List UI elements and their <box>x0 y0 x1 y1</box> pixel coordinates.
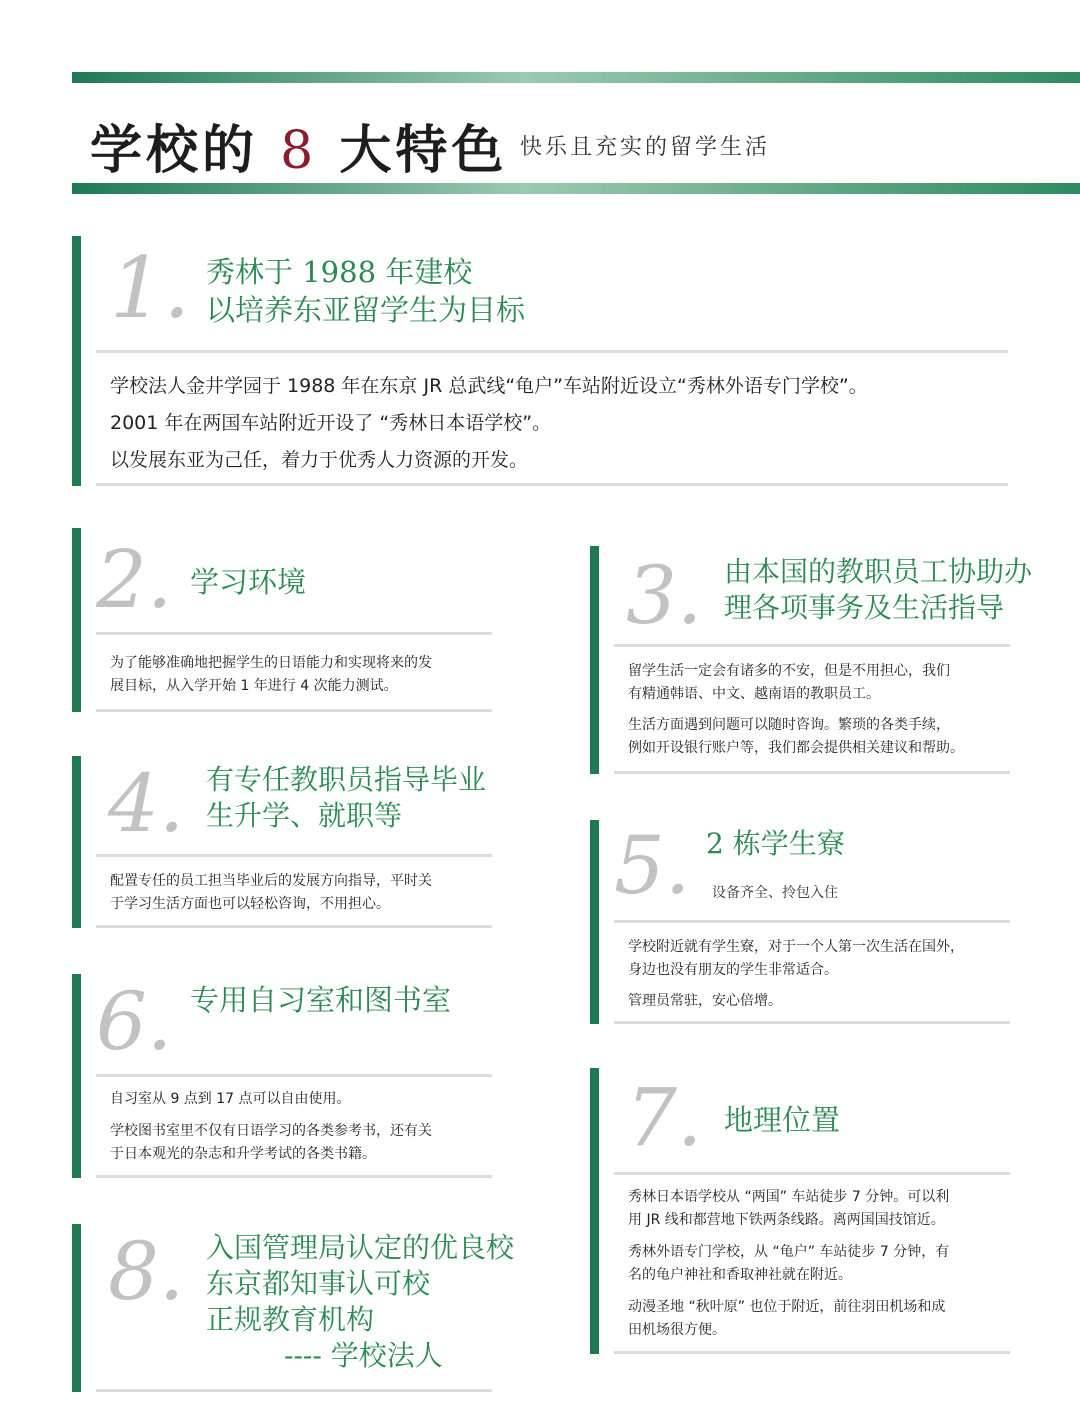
card-accent-bar <box>72 756 81 928</box>
title-number: 8 <box>280 121 318 181</box>
feature-number: 2. <box>96 533 173 626</box>
feature-card-5 <box>590 820 1010 1024</box>
card-divider <box>614 1021 1010 1024</box>
card-divider <box>96 709 492 712</box>
feature-number: 5. <box>614 819 691 912</box>
feature-body: 为了能够准确地把握学生的日语能力和实现将来的发 展目标，从入学开始 1 年进行 4 次能力测试。 <box>110 655 432 694</box>
card-divider <box>614 1351 1010 1354</box>
feature-card-6 <box>72 974 494 1178</box>
feature-title: 地理位置 <box>724 1103 841 1137</box>
feature-card-7 <box>590 1068 1010 1354</box>
feature-title: 2 栋学生寮 <box>706 827 845 860</box>
feature-body: 自习室从 9 点到 17 点可以自由使用。 学校图书室里不仅有日语学习的各类参考书，还有关 于日本观光的杂志和升学考试的各类书籍。 <box>110 1091 432 1162</box>
card-divider <box>96 350 1008 353</box>
feature-body: 留学生活一定会有诸多的不安，但是不用担心，我们 有精通韩语、中文、越南语的教职员工。 生活方面遇到问题可以随时咨询。繁琐的各类手续， 例如开设银行账户等，我们都会提供相关建议和帮助。 <box>628 663 964 756</box>
card-accent-bar <box>590 820 599 1024</box>
card-accent-bar <box>72 528 81 712</box>
card-accent-bar <box>72 236 81 486</box>
feature-number: 7. <box>626 1071 703 1164</box>
feature-number: 1. <box>110 239 191 337</box>
card-divider <box>96 483 1008 486</box>
header-bottom-bar <box>72 183 1080 194</box>
feature-card-2 <box>72 528 494 712</box>
feature-title: 学习环境 <box>190 565 307 599</box>
feature-number: 6. <box>96 975 173 1068</box>
card-divider <box>96 854 492 857</box>
card-accent-bar <box>72 974 81 1178</box>
card-divider <box>96 632 492 635</box>
card-divider <box>614 771 1010 774</box>
feature-title: 秀林于 1988 年建校 以培养东亚留学生为目标 <box>206 255 526 327</box>
card-divider <box>614 644 1010 647</box>
card-divider <box>96 1074 492 1077</box>
feature-number: 8. <box>108 1225 185 1318</box>
feature-card-4 <box>72 756 494 928</box>
card-divider <box>614 920 1010 923</box>
feature-title: 入国管理局认定的优良校 东京都知事认可校 正规教育机构 ---- 学校法人 <box>206 1231 515 1372</box>
page-subtitle: 快乐且充实的留学生活 <box>520 135 771 160</box>
feature-title: 有专任教职员指导毕业 生升学、就职等 <box>206 763 487 833</box>
feature-body: 配置专任的员工担当毕业后的发展方向指导，平时关 于学习生活方面也可以轻松咨询，不用担心。 <box>110 873 432 912</box>
card-divider <box>614 1172 1010 1175</box>
feature-number: 3. <box>626 549 703 642</box>
feature-body: 学校附近就有学生寮，对于一个人第一次生活在国外， 身边也没有朋友的学生非常适合。 管理员常驻，安心倍增。 <box>628 939 964 1009</box>
card-divider <box>96 925 492 928</box>
page-title: 学校的 8 大特色 <box>90 121 508 181</box>
feature-card-8 <box>72 1224 515 1392</box>
feature-number: 4. <box>108 757 185 850</box>
feature-subtitle: 设备齐全、拎包入住 <box>712 885 838 901</box>
feature-title: 专用自习室和图书室 <box>190 983 452 1017</box>
feature-body: 秀林日本语学校从 “两国” 车站徒步 7 分钟。可以利 用 JR 线和都营地下铁两条线路。离两国国技馆近。 秀林外语专门学校，从 “龟户” 车站徒步 7 分钟，有 名的龟户神社和香取神社就在附近。 动漫圣地 “秋叶原” 也位于附近，前往羽田机场和成 田机场很方便。 <box>628 1189 950 1338</box>
feature-body: 学校法人金井学园于 1988 年在东京 JR 总武线“龟户”车站附近设立“秀林外语专门学校”。 2001 年在两国车站附近开设了 “秀林日本语学校”。 以发展东亚为己任，着力于优秀人力资源的开发。 <box>110 375 868 471</box>
card-divider <box>96 1175 492 1178</box>
header-top-bar <box>72 72 1080 83</box>
feature-title: 由本国的教职员工协助办 理各项事务及生活指导 <box>724 555 1033 625</box>
card-accent-bar <box>72 1224 81 1392</box>
card-divider <box>96 1389 492 1392</box>
feature-card-3 <box>590 546 1033 774</box>
feature-card-1 <box>72 236 1012 486</box>
card-accent-bar <box>590 1068 599 1354</box>
card-accent-bar <box>590 546 599 774</box>
